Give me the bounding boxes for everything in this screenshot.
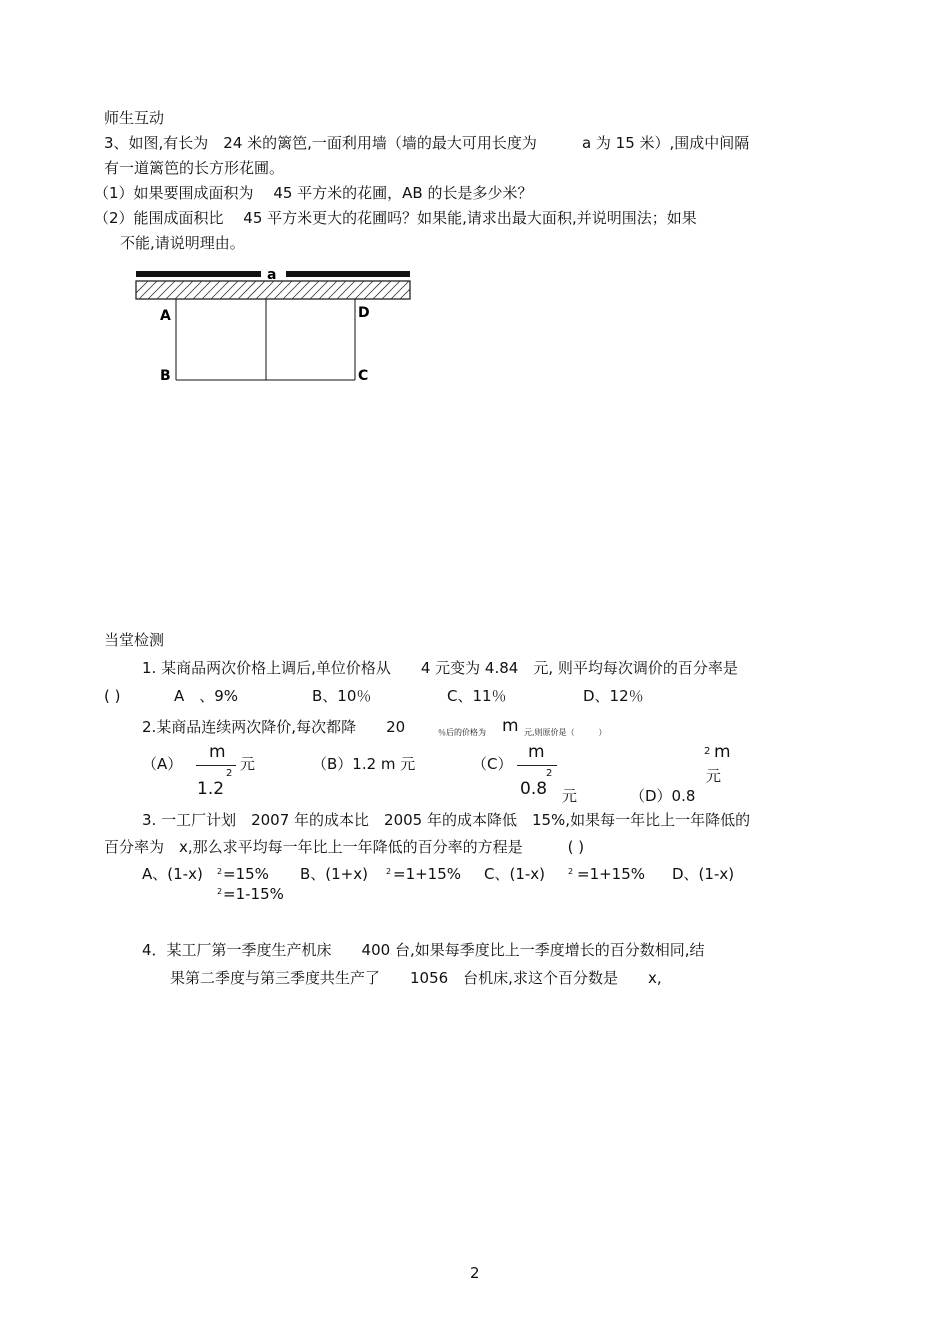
q2-option-d-m: m [714, 742, 731, 762]
q3-subquestion-1: （1）如果要围成面积为 45 平方米的花圃，AB 的长是多少米？ [94, 184, 533, 202]
q3b-option-a: A、(1-x) [142, 865, 203, 883]
q3b-option-c-rest: =1+15% [577, 865, 646, 883]
q2-option-a-numerator: m [209, 742, 226, 762]
q4-text-line2: 果第二季度与第三季度共生产了 1056 台机床,求这个百分数是 x, [170, 969, 662, 987]
q3b-option-b-rest: =1+15% [393, 865, 462, 883]
q1-text: 1. 某商品两次价格上调后,单位价格从 4 元变为 4.84 元, 则平均每次调价的百分率是 [142, 659, 738, 677]
point-label-b: B [160, 368, 171, 384]
q3b-option-b-sup: 2 [386, 867, 392, 876]
q3b-option-a-rest: =15% [223, 865, 269, 883]
q1-option-b: B、10％ [312, 687, 372, 705]
wall-bar-right [286, 271, 410, 277]
q1-option-a: A 、9% [174, 687, 239, 705]
q3b-option-b: B、(1+x) [300, 865, 368, 883]
q2-text-small1: ％后的价格为 [438, 728, 486, 737]
q2-variable-m: m [502, 716, 519, 736]
section-heading-check: 当堂检测 [104, 631, 165, 649]
point-label-a: A [160, 308, 171, 324]
q3-text-line1: 3、如图,有长为 24 米的篱笆,一面利用墙（墙的最大可用长度为 a 为 15 米）,围成中间隔 [104, 134, 750, 152]
q2-option-d-sup: 2 [704, 746, 711, 757]
q4-text-line1: 4．某工厂第一季度生产机床 400 台,如果每季度比上一季度增长的百分数相同,结 [142, 941, 705, 959]
q2-option-d-label: （D）0.8 [630, 787, 696, 805]
q1-option-d: D、12％ [583, 687, 644, 705]
section-heading-interaction: 师生互动 [104, 109, 165, 127]
q2-option-c-numerator: m [528, 742, 545, 762]
q2-text-start: 2.某商品连续两次降价,每次都降 20 [142, 718, 406, 736]
q1-answer-paren: ( ) [104, 687, 121, 705]
q2-option-a-denominator: 1.2 [197, 779, 225, 799]
page-number: 2 [470, 1264, 480, 1282]
q2-option-c-label: （C） [472, 755, 513, 773]
q3b-option-c: C、(1-x) [484, 865, 546, 883]
q2-option-b: （B）1.2 m 元 [312, 755, 416, 773]
q2-text-small2: 元,则原价是（ ） [524, 728, 607, 737]
q3b-text-line1: 3. 一工厂计划 2007 年的成本比 2005 年的成本降低 15%,如果每一年比上一年降低的 [142, 811, 751, 829]
q2-option-a-unit: 元 [240, 755, 256, 773]
wall-bar-left [136, 271, 261, 277]
q3-subquestion-2-cont: 不能,请说明理由。 [120, 234, 245, 252]
q2-option-c-denominator: 0.8 [520, 779, 548, 799]
q3b-option-d-rest: =1-15% [223, 885, 284, 903]
wall [136, 281, 410, 299]
q3-text-line2: 有一道篱笆的长方形花圃。 [104, 159, 285, 177]
fence-diagram [130, 262, 420, 392]
q2-option-a-sup: 2 [226, 768, 233, 779]
point-label-c: C [358, 368, 369, 384]
q3b-option-d-sup: 2 [217, 887, 223, 896]
q3b-text-line2: 百分率为 x,那么求平均每一年比上一年降低的百分率的方程是 ( ) [104, 838, 585, 856]
wall-hatching [130, 281, 418, 299]
q1-option-c: C、11％ [447, 687, 507, 705]
point-label-d: D [358, 305, 370, 321]
q3b-option-a-sup: 2 [217, 867, 223, 876]
q2-option-c-unit: 元 [562, 787, 578, 805]
q2-option-d-unit: 元 [706, 767, 722, 785]
q2-option-a-label: （A） [142, 755, 183, 773]
q3-subquestion-2: （2）能围成面积比 45 平方米更大的花圃吗？如果能,请求出最大面积,并说明围法；如果 [94, 209, 697, 227]
wall-label-a: a [267, 267, 277, 283]
q3b-option-c-sup: 2 [568, 867, 574, 876]
q3b-option-d: D、(1-x) [672, 865, 735, 883]
q2-option-c-sup: 2 [546, 768, 553, 779]
